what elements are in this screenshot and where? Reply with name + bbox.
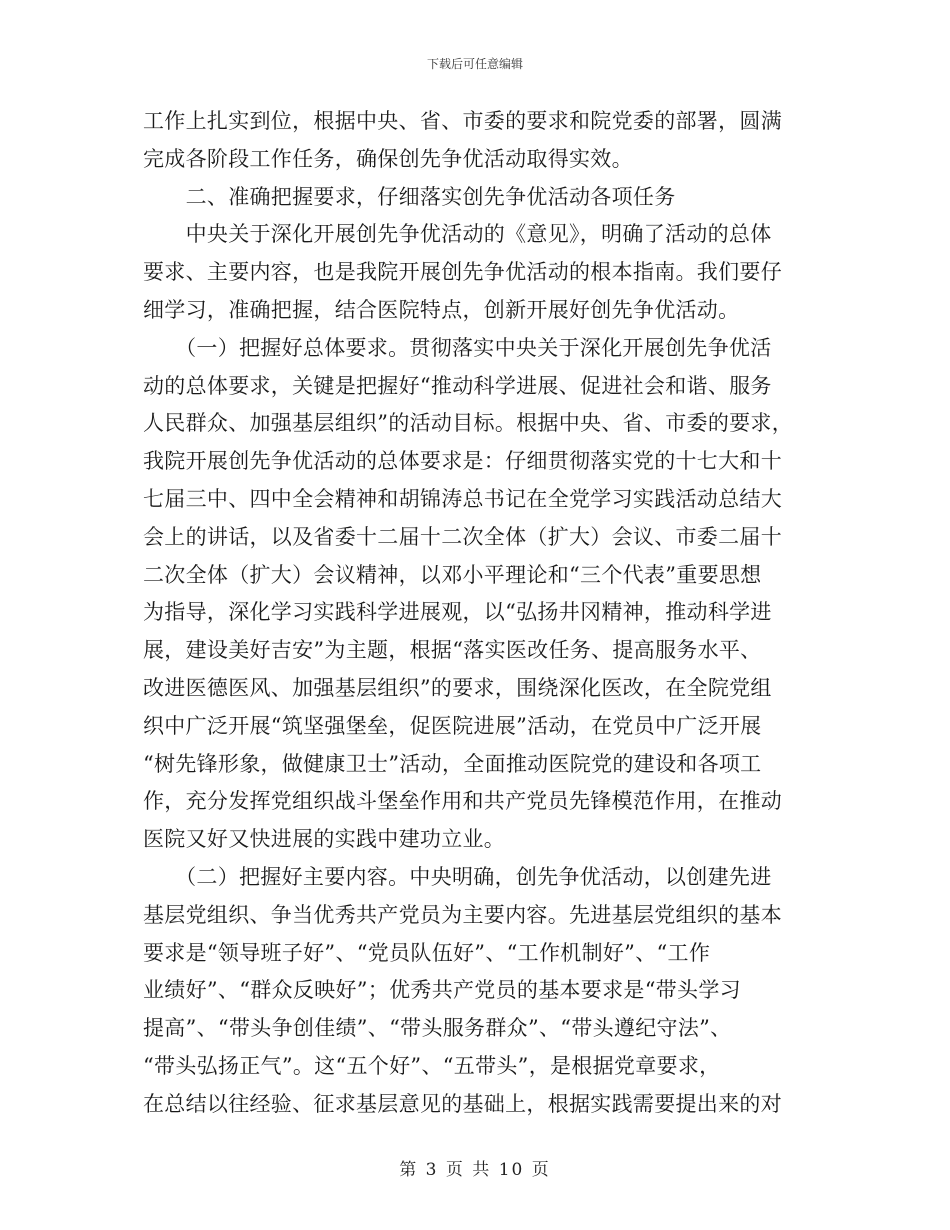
text-line: 我院开展创先争优活动的总体要求是：仔细贯彻落实党的十七大和十 [143,449,782,474]
text-line: 细学习，准确把握，结合医院特点，创新开展好创先争优活动。 [143,297,740,322]
page-footer: 第 3 页 共 10 页 [399,1160,551,1180]
text-line: 要求是“领导班子好”、“党员队伍好”、“工作机制好”、“工作 [143,940,711,965]
text-line: 织中广泛开展“筑坚强堡垒，促医院进展”活动，在党员中广泛开展 [143,713,762,738]
text-line: 人民群众、加强基层组织”的活动目标。根据中央、省、市委的要求， [143,411,794,436]
document-body [143,103,813,1124]
text-line: 二次全体（扩大）会议精神，以邓小平理论和“三个代表”重要思想 [143,562,762,587]
text-line: 工作上扎实到位，根据中央、省、市委的要求和院党委的部署，圆满 [143,109,782,133]
text-line: 医院又好又快进展的实践中建功立业。 [143,827,506,852]
text-line: 会上的讲话，以及省委十二届十二次全体（扩大）会议、市委二届十 [143,524,782,549]
text-line: 为指导，深化学习实践科学进展观，以“弘扬井冈精神，推动科学进 [143,600,772,625]
text-line: 在总结以往经验、征求基层意见的基础上，根据实践需要提出来的对 [143,1091,782,1116]
text-line: 提高”、“带头争创佳绩”、“带头服务群众”、“带头遵纪守法”、 [143,1016,732,1041]
text-line: 二、准确把握要求，仔细落实创先争优活动各项任务 [143,184,676,209]
text-line: “带头弘扬正气”。这“五个好”、“五带头”，是根据党章要求， [143,1053,721,1078]
text-line: 展，建设美好吉安”为主题，根据“落实医改任务、提高服务水平、 [143,638,762,663]
text-line: （一）把握好总体要求。贯彻落实中央关于深化开展创先争优活 [143,335,772,360]
text-line: 作，充分发挥党组织战斗堡垒作用和共产党员先锋模范作用，在推动 [143,789,782,814]
text-line: 基层党组织、争当优秀共产党员为主要内容。先进基层党组织的基本 [143,902,782,927]
text-line: 业绩好”、“群众反映好”；优秀共产党员的基本要求是“带头学习 [143,978,741,1003]
text-line: 完成各阶段工作任务，确保创先争优活动取得实效。 [143,146,633,171]
text-line: （二）把握好主要内容。中央明确，创先争优活动，以创建先进 [143,864,772,889]
page-header: 下载后可任意编辑 [426,57,523,71]
text-line: 中央关于深化开展创先争优活动的《意见》，明确了活动的总体 [143,222,772,247]
text-line: 改进医德医风、加强基层组织”的要求，围绕深化医改，在全院党组 [143,675,772,700]
text-line: “树先锋形象，做健康卫士”活动，全面推动医院党的建设和各项工 [143,751,762,776]
text-line: 要求、主要内容，也是我院开展创先争优活动的根本指南。我们要仔 [143,260,782,285]
text-line: 动的总体要求，关键是把握好“推动科学进展、促进社会和谐、服务 [143,373,772,398]
text-line: 七届三中、四中全会精神和胡锦涛总书记在全党学习实践活动总结大 [143,486,782,511]
